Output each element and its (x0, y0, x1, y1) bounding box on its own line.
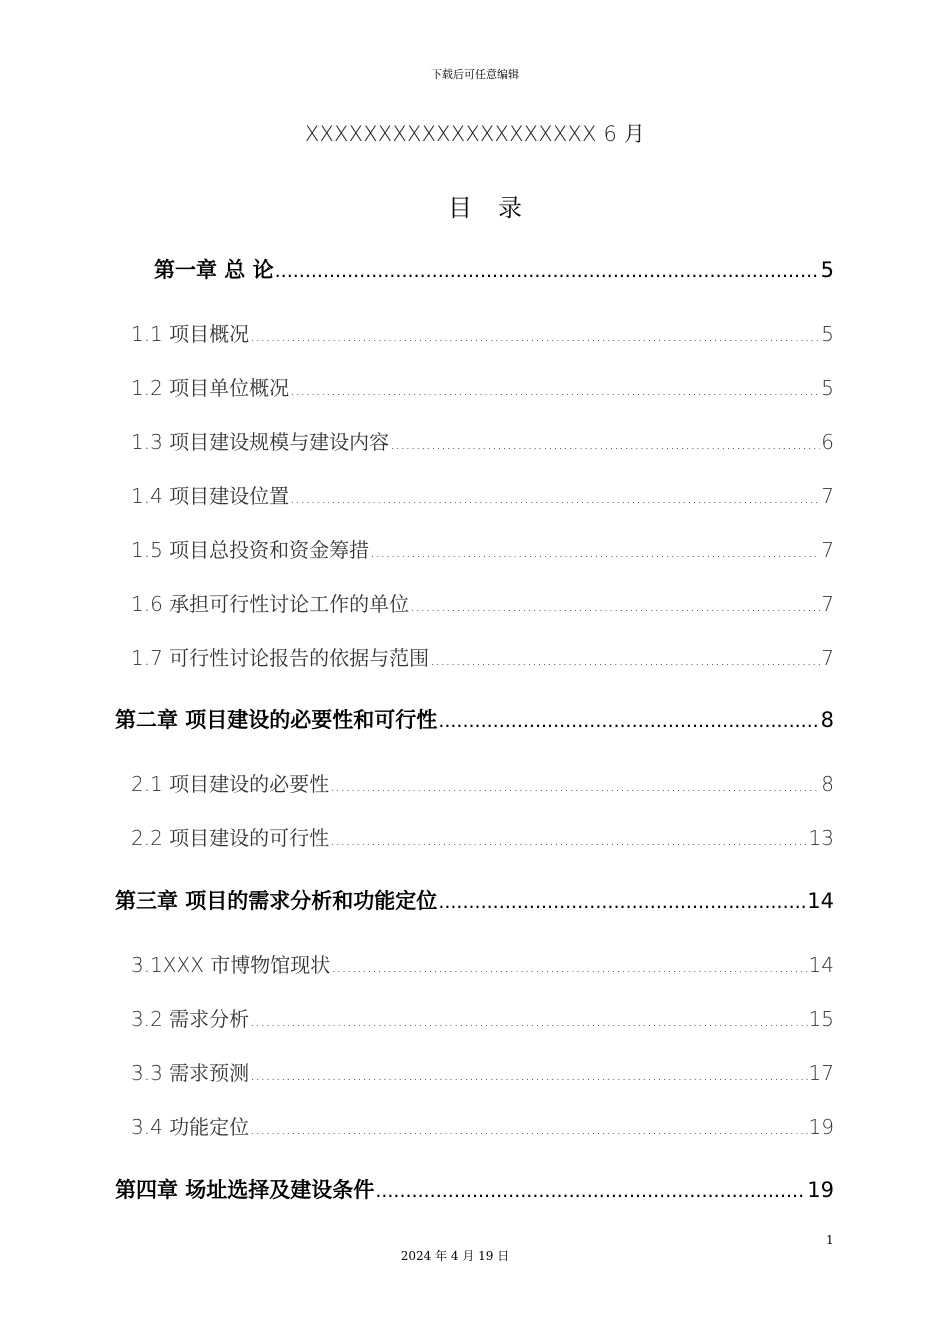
toc-entry-label: 1.5 项目总投资和资金筹措 (131, 538, 370, 562)
toc-entry-label: 3.3 需求预测 (131, 1061, 250, 1085)
toc-entry-page: 15 (808, 1007, 834, 1031)
toc-leader-dots (250, 326, 820, 345)
toc-leader-dots (390, 434, 820, 453)
toc-leader-dots (275, 260, 820, 282)
toc-entry-label: 第二章 项目建设的必要性和可行性 (115, 708, 438, 732)
toc-entry-label: 1.6 承担可行性讨论工作的单位 (131, 592, 410, 616)
toc-entry-page: 13 (808, 826, 834, 850)
toc-entry-section-1-4[interactable] (131, 480, 834, 509)
toc-entry-label: 第四章 场址选择及建设条件 (115, 1178, 375, 1202)
toc-entry-page: 7 (821, 538, 834, 562)
toc-entry-section-1-7[interactable] (131, 642, 834, 671)
toc-entry-section-2-1[interactable] (131, 768, 834, 797)
toc-entry-section-3-2[interactable] (131, 1003, 834, 1032)
toc-entry-label: 1.3 项目建设规模与建设内容 (131, 430, 390, 454)
toc-entry-label: 3.1XXX 市博物馆现状 (131, 953, 331, 977)
toc-entry-section-3-3[interactable] (131, 1057, 834, 1086)
toc-entry-section-1-1[interactable] (131, 318, 834, 347)
toc-entry-section-1-3[interactable] (131, 426, 834, 455)
toc-entry-chapter-3[interactable] (115, 885, 834, 915)
toc-entry-label: 2.1 项目建设的必要性 (131, 772, 330, 796)
toc-leader-dots (430, 650, 820, 669)
toc-leader-dots (370, 542, 820, 561)
toc-entry-section-1-6[interactable] (131, 588, 834, 617)
toc-entry-page: 14 (807, 889, 834, 913)
toc-entry-page: 7 (821, 646, 834, 670)
toc-leader-dots (250, 1119, 807, 1138)
toc-leader-dots (330, 776, 820, 795)
toc-entry-page: 5 (820, 258, 834, 282)
toc-leader-dots (331, 957, 807, 976)
toc-entry-section-3-1[interactable] (131, 949, 834, 978)
toc-entry-page: 6 (821, 430, 834, 454)
toc-leader-dots (330, 830, 807, 849)
toc-entry-label: 1.1 项目概况 (131, 322, 250, 346)
document-date-line: XXXXXXXXXXXXXXXXXXXX 6 月 (304, 122, 646, 146)
toc-entry-section-2-2[interactable] (131, 822, 834, 851)
toc-entry-page: 7 (821, 592, 834, 616)
toc-entry-page: 8 (821, 772, 834, 796)
toc-entry-label: 2.2 项目建设的可行性 (131, 826, 330, 850)
toc-entry-section-1-5[interactable] (131, 534, 834, 563)
toc-entry-page: 19 (807, 1178, 834, 1202)
toc-entry-page: 8 (820, 708, 834, 732)
toc-entry-label: 1.4 项目建设位置 (131, 484, 290, 508)
toc-leader-dots (410, 596, 820, 615)
toc-entry-page: 7 (821, 484, 834, 508)
toc-entry-label: 1.7 可行性讨论报告的依据与范围 (131, 646, 430, 670)
page-number: 1 (826, 1233, 834, 1247)
toc-leader-dots (290, 380, 820, 399)
toc-entry-section-1-2[interactable] (131, 372, 834, 401)
header-note: 下载后可任意编辑 (431, 68, 519, 81)
toc-entry-label: 3.2 需求分析 (131, 1007, 250, 1031)
footer-date: 2024 年 4 月 19 日 (400, 1249, 510, 1263)
toc-title: 目录 (448, 194, 548, 222)
toc-leader-dots (250, 1065, 807, 1084)
toc-entry-page: 17 (808, 1061, 834, 1085)
toc-leader-dots (250, 1011, 807, 1030)
toc-leader-dots (438, 891, 806, 913)
toc-entry-page: 14 (808, 953, 834, 977)
toc-entry-chapter-1[interactable] (154, 254, 834, 284)
toc-entry-label: 第三章 项目的需求分析和功能定位 (115, 889, 438, 913)
toc-entry-chapter-4[interactable] (115, 1174, 834, 1204)
toc-entry-chapter-2[interactable] (115, 704, 834, 734)
toc-entry-page: 5 (821, 322, 834, 346)
toc-entry-label: 第一章 总 论 (154, 258, 274, 282)
toc-entry-label: 1.2 项目单位概况 (131, 376, 290, 400)
toc-leader-dots (290, 488, 820, 507)
toc-entry-page: 19 (808, 1115, 834, 1139)
toc-leader-dots (375, 1180, 806, 1202)
toc-entry-page: 5 (821, 376, 834, 400)
toc-entry-section-3-4[interactable] (131, 1111, 834, 1140)
toc-entry-label: 3.4 功能定位 (131, 1115, 250, 1139)
toc-leader-dots (438, 710, 819, 732)
